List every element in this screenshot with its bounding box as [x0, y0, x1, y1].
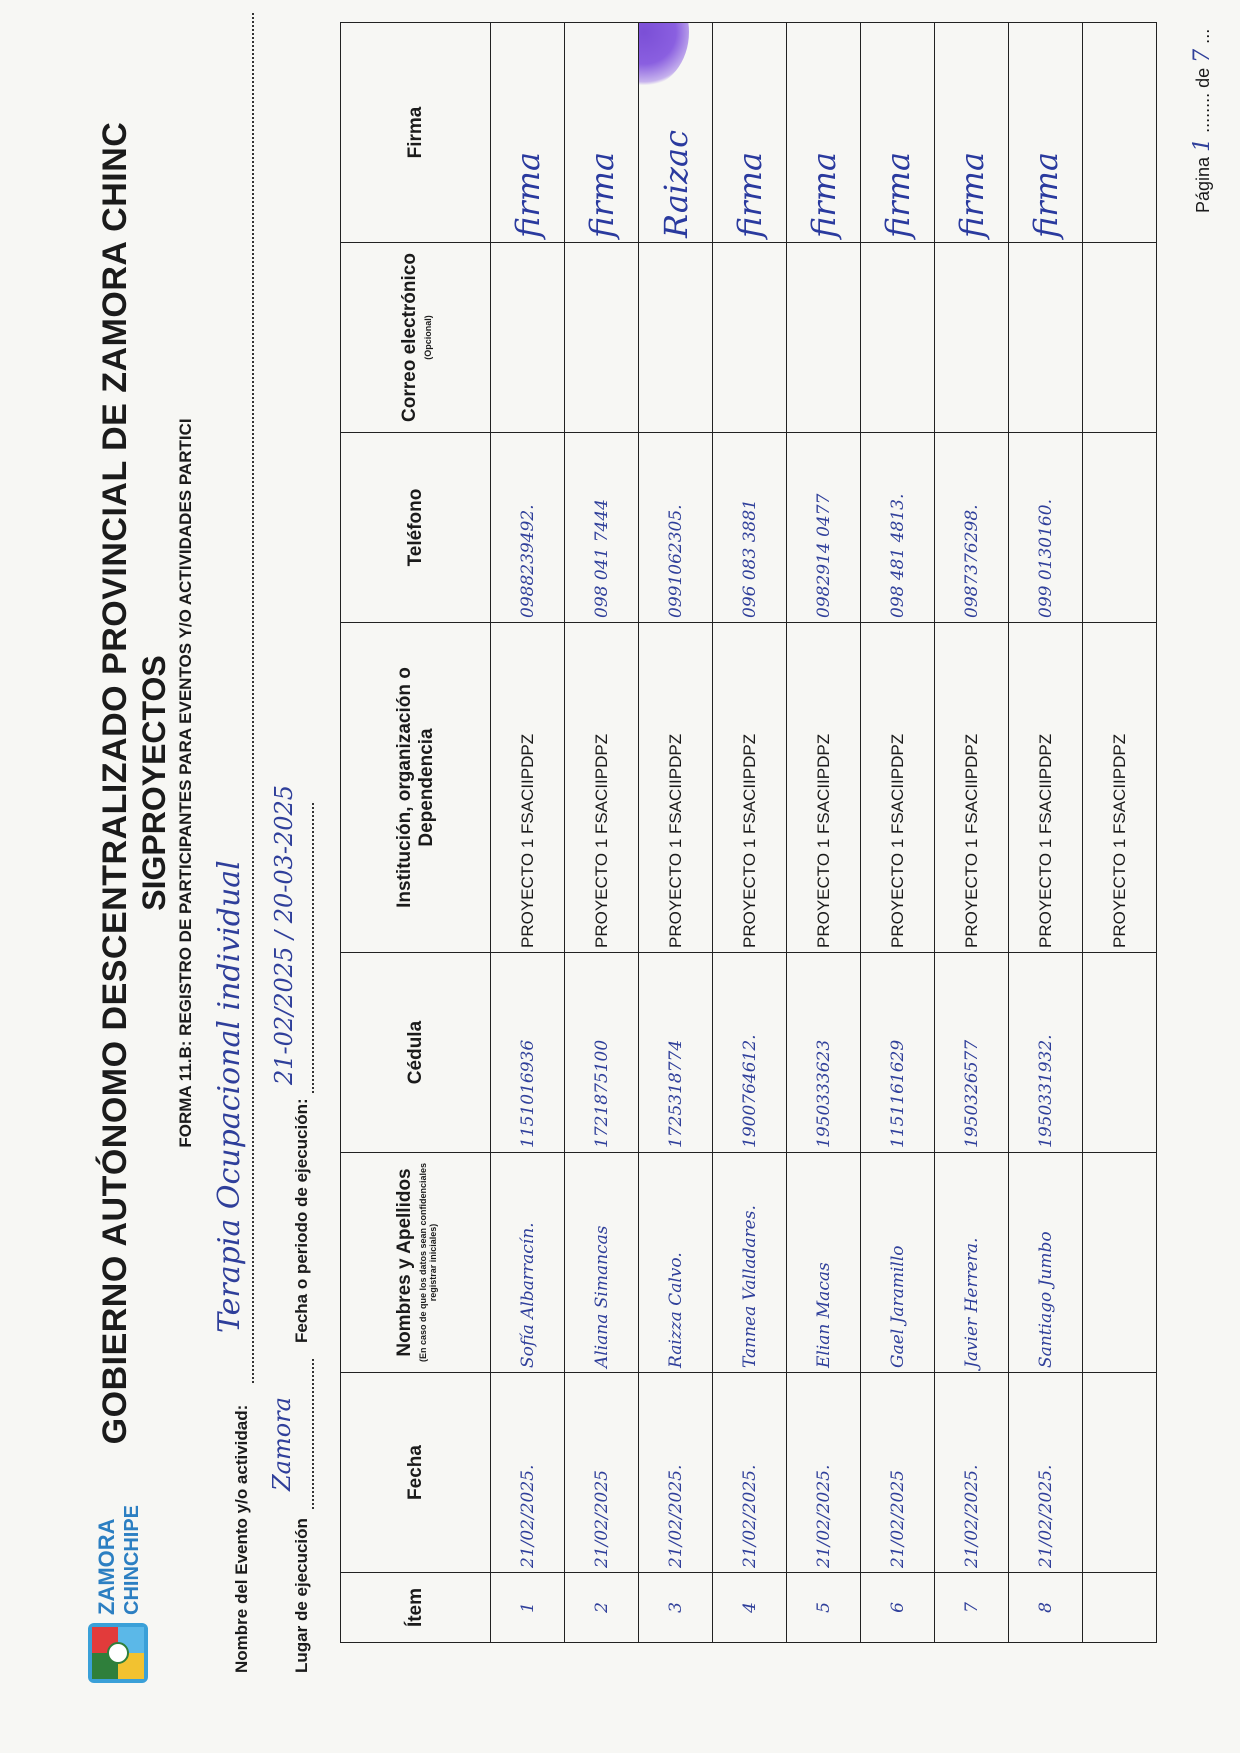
row-fecha: 21/02/2025: [861, 1373, 935, 1573]
row-firma: [1083, 23, 1157, 243]
row-nombre: Tannea Valladares.: [713, 1153, 787, 1373]
row-correo: [639, 243, 713, 433]
row-cedula: 1721875100: [565, 953, 639, 1153]
logo-text-zamora: ZAMORA: [94, 1518, 119, 1615]
evento-value: Terapia Ocupacional individual: [212, 860, 247, 1333]
row-cedula: 1725318774: [639, 953, 713, 1153]
evento-line: [252, 13, 254, 1383]
table-header-row: [341, 23, 491, 1643]
header-subtitle: SIGPROYECTOS: [136, 655, 172, 911]
logo-text-chinchipe: CHINCHIPE: [121, 1504, 143, 1615]
row-institucion: PROYECTO 1 FSACIIPDPZ: [1009, 623, 1083, 953]
fecha-line: [312, 803, 314, 1093]
signature: firma: [508, 151, 547, 238]
row-item: 7: [935, 1573, 1009, 1643]
col-header-institucion: Institución, organización o Dependencia: [341, 623, 491, 953]
row-nombre: Santiago Jumbo: [1009, 1153, 1083, 1373]
row-fecha: 21/02/2025.: [639, 1373, 713, 1573]
row-nombre: Javier Herrera.: [935, 1153, 1009, 1373]
row-correo: [713, 243, 787, 433]
col-header-cedula: Cédula: [341, 953, 491, 1153]
row-fecha: 21/02/2025.: [491, 1373, 565, 1573]
table-row: [565, 23, 639, 1643]
row-telefono: 0991062305.: [639, 433, 713, 623]
row-item: 8: [1009, 1573, 1083, 1643]
row-correo: [1083, 243, 1157, 433]
lugar-label: Lugar de ejecución: [292, 1518, 311, 1673]
row-item: 5: [787, 1573, 861, 1643]
header-title: GOBIERNO AUTÓNOMO DESCENTRALIZADO PROVINCIAL DE ZAMORA CHINC: [96, 121, 134, 1445]
row-firma: [491, 23, 565, 243]
table-row: [639, 23, 713, 1643]
row-nombre: Elian Macas: [787, 1153, 861, 1373]
evento-label: Nombre del Evento y/o actividad:: [232, 1404, 251, 1673]
fecha-value: 21-02/2025 / 20-03-2025: [270, 784, 298, 1085]
row-institucion: PROYECTO 1 FSACIIPDPZ: [565, 623, 639, 953]
signature: firma: [1026, 151, 1065, 238]
col-header-nombres: Nombres y Apellidos (En caso de que los datos sean confidenciales registrar iniciales): [341, 1153, 491, 1373]
row-institucion: PROYECTO 1 FSACIIPDPZ: [861, 623, 935, 953]
row-fecha: 21/02/2025: [565, 1373, 639, 1573]
row-firma: [1009, 23, 1083, 243]
row-telefono: 099 0130160.: [1009, 433, 1083, 623]
lugar-line: [312, 1359, 314, 1509]
row-correo: [565, 243, 639, 433]
row-firma: [935, 23, 1009, 243]
table-row: [1083, 23, 1157, 1643]
row-institucion: PROYECTO 1 FSACIIPDPZ: [491, 623, 565, 953]
row-correo: [1009, 243, 1083, 433]
row-firma: [787, 23, 861, 243]
page-current: 1: [1190, 137, 1215, 152]
row-fecha: 21/02/2025.: [787, 1373, 861, 1573]
form-title: FORMA 11.B: REGISTRO DE PARTICIPANTES PARA EVENTOS Y/O ACTIVIDADES PARTICI: [176, 418, 195, 1148]
row-telefono: 096 083 3881: [713, 433, 787, 623]
row-telefono: 0987376298.: [935, 433, 1009, 623]
row-correo: [935, 243, 1009, 433]
row-item: 6: [861, 1573, 935, 1643]
signature: firma: [952, 151, 991, 238]
signature: firma: [878, 151, 917, 238]
table-row: [861, 23, 935, 1643]
row-cedula: 1151161629: [861, 953, 935, 1153]
row-correo: [787, 243, 861, 433]
row-cedula: 1151016936: [491, 953, 565, 1153]
row-firma: [861, 23, 935, 243]
row-nombre: Aliana Simancas: [565, 1153, 639, 1373]
row-institucion: PROYECTO 1 FSACIIPDPZ: [713, 623, 787, 953]
row-telefono: 098 041 7444: [565, 433, 639, 623]
signature: firma: [730, 151, 769, 238]
col-header-item: Ítem: [341, 1573, 491, 1643]
signature: firma: [804, 151, 843, 238]
row-cedula: 1950326577: [935, 953, 1009, 1153]
page-number: Página 1 ........ de 7 ...: [1190, 28, 1215, 213]
row-item: 2: [565, 1573, 639, 1643]
row-cedula: [1083, 953, 1157, 1153]
row-fecha: 21/02/2025.: [1009, 1373, 1083, 1573]
row-fecha: 21/02/2025.: [935, 1373, 1009, 1573]
row-fecha: [1083, 1373, 1157, 1573]
lugar-value: Zamora: [268, 1397, 296, 1491]
row-fecha: 21/02/2025.: [713, 1373, 787, 1573]
row-item: [1083, 1573, 1157, 1643]
row-nombre: Gael Jaramillo: [861, 1153, 935, 1373]
fecha-label: Fecha o periodo de ejecución:: [292, 1098, 311, 1343]
row-telefono: 098 481 4813.: [861, 433, 935, 623]
col-header-fecha: Fecha: [341, 1373, 491, 1573]
row-institucion: PROYECTO 1 FSACIIPDPZ: [639, 623, 713, 953]
row-item: 3: [639, 1573, 713, 1643]
row-cedula: 1950333623: [787, 953, 861, 1153]
table-row: [1009, 23, 1083, 1643]
table-row: [787, 23, 861, 1643]
row-cedula: 1900764612.: [713, 953, 787, 1153]
row-nombre: Raizza Calvo.: [639, 1153, 713, 1373]
row-institucion: PROYECTO 1 FSACIIPDPZ: [787, 623, 861, 953]
row-item: 4: [713, 1573, 787, 1643]
row-telefono: 0982914 0477: [787, 433, 861, 623]
signature: Raizac: [656, 130, 695, 238]
row-institucion: PROYECTO 1 FSACIIPDPZ: [935, 623, 1009, 953]
table-row: [935, 23, 1009, 1643]
row-item: 1: [491, 1573, 565, 1643]
row-firma: [639, 23, 713, 243]
row-firma: [565, 23, 639, 243]
participants-table: [340, 22, 1157, 1643]
fingerprint-mark: [639, 23, 690, 88]
row-cedula: 1950331932.: [1009, 953, 1083, 1153]
col-header-telefono: Teléfono: [341, 433, 491, 623]
row-nombre: Sofía Albarracín.: [491, 1153, 565, 1373]
row-telefono: [1083, 433, 1157, 623]
page-total: 7: [1190, 48, 1215, 63]
signature: firma: [582, 151, 621, 238]
row-correo: [491, 243, 565, 433]
col-header-firma: Firma: [341, 23, 491, 243]
row-nombre: [1083, 1153, 1157, 1373]
table-row: [713, 23, 787, 1643]
row-correo: [861, 243, 935, 433]
table-row: [491, 23, 565, 1643]
col-header-correo: Correo electrónico (Opcional): [341, 243, 491, 433]
row-telefono: 0988239492.: [491, 433, 565, 623]
row-firma: [713, 23, 787, 243]
row-institucion: PROYECTO 1 FSACIIPDPZ: [1083, 623, 1157, 953]
